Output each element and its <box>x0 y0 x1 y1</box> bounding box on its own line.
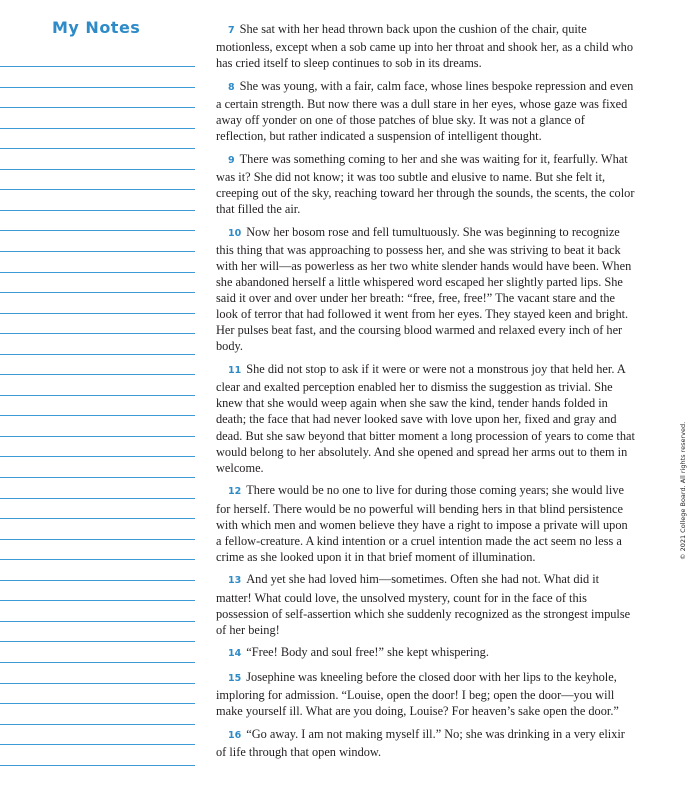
my-notes-title: My Notes <box>52 18 141 37</box>
note-line <box>0 683 195 684</box>
note-line <box>0 189 195 190</box>
note-line <box>0 621 195 622</box>
note-line <box>0 498 195 499</box>
paragraph-text: She sat with her head thrown back upon the cushion of the chair, quite motionless, except when a sob came up into her throat and shook her, as a child who has cried itself to sleep continues to sob in its dreams. <box>216 22 634 71</box>
paragraph-text: She was young, with a fair, calm face, whose lines bespoke repression and even a certain strength. But now there was a dull stare in her eyes, whose gaze was fixed away off yonder on one of those patches of blue sky. It was not a glance of reflection, but rather indicated a suspension of intelligent thought. <box>216 78 634 144</box>
note-line <box>0 641 195 642</box>
paragraph-number: 12 <box>228 486 242 498</box>
note-line <box>0 272 195 273</box>
paragraph-7 <box>216 21 636 71</box>
paragraph-12 <box>216 482 636 564</box>
note-line <box>0 374 195 375</box>
paragraph-15 <box>216 669 636 719</box>
paragraph-9 <box>216 151 636 217</box>
note-line <box>0 415 195 416</box>
paragraph-8 <box>216 78 636 144</box>
paragraph-number: 14 <box>228 648 242 660</box>
paragraph-10 <box>216 224 636 355</box>
paragraph-text: And yet she had loved him—sometimes. Often she had not. What did it matter! What could love, the unsolved mystery, count for in the face of this possession of self-assertion which she suddenly recognized as the strongest impulse of her being! <box>216 572 631 637</box>
paragraph-number: 11 <box>228 365 242 377</box>
note-line <box>0 333 195 334</box>
paragraph-text: There would be no one to live for during those coming years; she would live for herself. There would be no powerful will bending hers in that blind persistence with which men and women believe they have a right to impose a private will upon a fellow-creature. A kind intention or a cruel intention made the act seem no less a crime as she looked upon it in that brief moment of illumination. <box>216 483 628 564</box>
note-line <box>0 580 195 581</box>
story-text <box>216 21 636 767</box>
paragraph-number: 10 <box>228 227 242 239</box>
copyright-notice: © 2021 College Board. All rights reserved. <box>679 421 687 560</box>
paragraph-text: Josephine was kneeling before the closed door with her lips to the keyhole, imploring for admission. “Louise, open the door! I beg; open the door—you will make yourself ill. What are you doing, Louise? For heaven’s sake open the door.” <box>216 670 619 719</box>
note-line <box>0 313 195 314</box>
note-line <box>0 744 195 745</box>
note-line <box>0 128 195 129</box>
paragraph-16 <box>216 726 636 760</box>
paragraph-number: 13 <box>228 575 242 587</box>
paragraph-number: 8 <box>228 81 235 93</box>
note-line <box>0 354 195 355</box>
note-line <box>0 662 195 663</box>
paragraph-number: 16 <box>228 730 242 741</box>
note-line <box>0 87 195 88</box>
note-line <box>0 559 195 560</box>
note-line <box>0 765 195 766</box>
note-line <box>0 148 195 149</box>
paragraph-13 <box>216 571 636 637</box>
note-line <box>0 436 195 437</box>
note-line <box>0 456 195 457</box>
note-line <box>0 539 195 540</box>
paragraph-number: 7 <box>228 25 235 36</box>
paragraph-text: “Go away. I am not making myself ill.” No; she was drinking in a very elixir of life through that open window. <box>216 727 625 760</box>
paragraph-number: 9 <box>228 154 235 166</box>
note-line <box>0 724 195 725</box>
note-line <box>0 66 195 67</box>
note-line <box>0 169 195 170</box>
note-line <box>0 518 195 519</box>
paragraph-text: There was something coming to her and she was waiting for it, fearfully. What was it? She did not know; it was too subtle and elusive to name. But she felt it, creeping out of the sky, reaching toward her through the sounds, the scents, the color that filled the air. <box>216 151 635 217</box>
note-line <box>0 230 195 231</box>
note-line <box>0 703 195 704</box>
paragraph-text: Now her bosom rose and fell tumultuously. She was beginning to recognize this thing that was approaching to possess her, and she was striving to beat it back with her will—as powerless as her two white slender hands would have been. When she abandoned herself a little whispered word escaped her slightly parted lips. She said it over and over under her breath: “free, free, free!” The vacant stare and the look of terror that had followed it went from her eyes. They stayed keen and bright. Her pulses beat fast, and the coursing blood warmed and relaxed every inch of her body. <box>216 224 632 354</box>
paragraph-11 <box>216 361 636 476</box>
note-line <box>0 477 195 478</box>
my-notes-column <box>0 0 196 794</box>
note-line <box>0 210 195 211</box>
paragraph-number: 15 <box>228 673 242 685</box>
paragraph-text: She did not stop to ask if it were or were not a monstrous joy that held her. A clear and exalted perception enabled her to dismiss the suggestion as trivial. She knew that she would weep again when she saw the kind, tender hands folded in death; the face that had never looked save with love upon her, fixed and gray and dead. But she saw beyond that bitter moment a long procession of years to come that would belong to her absolutely. And she opened and spread her arms out to them in welcome. <box>216 362 635 475</box>
paragraph-14 <box>216 644 636 662</box>
note-line <box>0 107 195 108</box>
note-line <box>0 292 195 293</box>
paragraph-text: “Free! Body and soul free!” she kept whispering. <box>246 645 489 660</box>
note-line <box>0 395 195 396</box>
note-line <box>0 600 195 601</box>
note-line <box>0 251 195 252</box>
